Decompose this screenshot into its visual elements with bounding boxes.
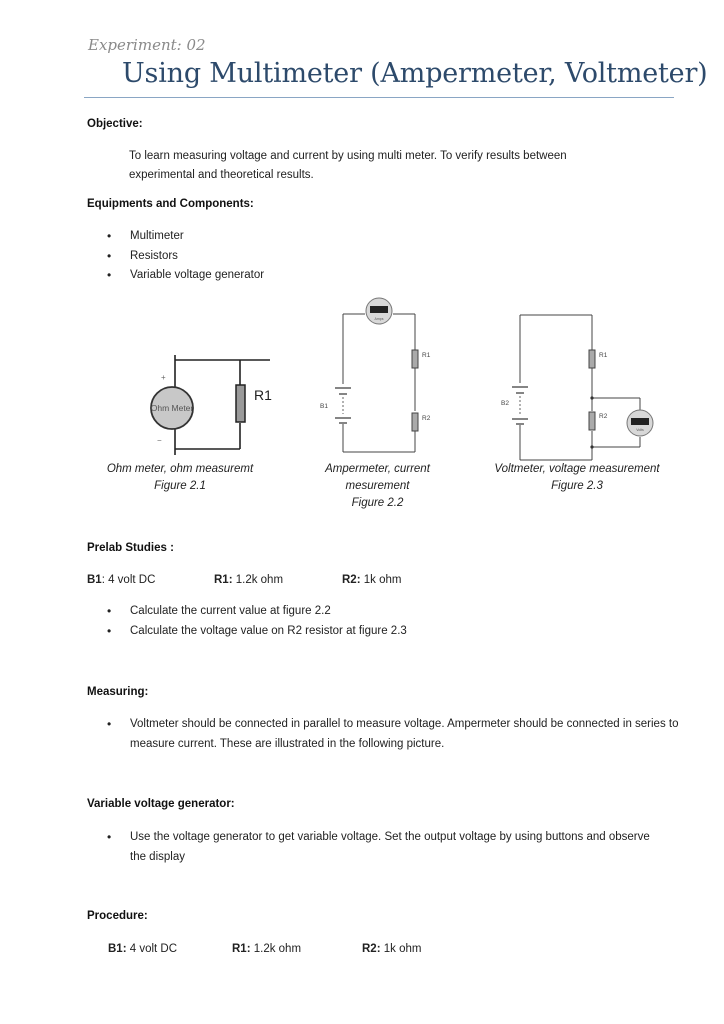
- list-item: • Variable voltage generator: [88, 266, 648, 286]
- prelab-r1-value: [214, 571, 283, 590]
- value-text: : 4 volt DC: [101, 574, 156, 586]
- voltmeter-icon: [627, 410, 653, 436]
- figure-2-3-diagram: [495, 305, 665, 465]
- value-text: 1k ohm: [380, 943, 422, 955]
- resistor-r2-icon: [412, 413, 418, 431]
- value-key: B1: [87, 574, 102, 586]
- voltmeter-label: Volts: [636, 428, 644, 432]
- figure-2-1-diagram: [140, 355, 275, 455]
- resistor-label: R1: [254, 387, 272, 403]
- ohm-meter-label: Ohm Meter: [150, 403, 194, 413]
- figure-2-2-caption: [305, 461, 450, 512]
- minus-sign: −: [157, 436, 162, 445]
- resistor-r1-icon: [412, 350, 418, 368]
- caption-figure-number: Figure 2.2: [351, 497, 404, 509]
- junction-dot: [590, 445, 593, 448]
- experiment-label: Experiment: 02: [88, 36, 206, 54]
- r2-label: R2: [422, 415, 431, 422]
- value-text: 1.2k ohm: [250, 943, 302, 955]
- value-text: 1k ohm: [360, 574, 402, 586]
- value-key: R2:: [342, 574, 361, 586]
- equipment-list: [88, 227, 648, 286]
- resistor-r1-icon: [589, 350, 595, 368]
- caption-text: mesurement: [345, 480, 410, 492]
- caption-figure-number: Figure 2.3: [551, 480, 603, 492]
- procedure-r1-value: [232, 940, 301, 959]
- list-item: • Use the voltage generator to get variable voltage. Set the output voltage by using buttons and observe the display: [88, 828, 663, 867]
- procedure-b1-value: [108, 940, 177, 959]
- caption-figure-number: Figure 2.1: [154, 480, 206, 492]
- title-divider: [84, 97, 674, 98]
- plus-sign: +: [161, 373, 166, 382]
- objective-text: To learn measuring voltage and current by using multi meter. To verify results between experimental and theoretical results.: [129, 150, 567, 181]
- measuring-list: [88, 715, 683, 754]
- battery-icon: [512, 387, 528, 424]
- figure-2-2-diagram: [315, 296, 440, 456]
- resistor-icon: [236, 385, 245, 422]
- r2-label: R2: [599, 413, 608, 420]
- value-key: R1:: [232, 943, 251, 955]
- prelab-b1-value: [87, 571, 155, 590]
- figure-2-3-caption: [478, 461, 676, 495]
- value-text: 4 volt DC: [126, 943, 178, 955]
- measuring-heading: Measuring:: [87, 686, 149, 698]
- ammeter-label: Amps: [374, 317, 384, 321]
- prelab-r2-value: [342, 571, 401, 590]
- caption-text: Ohm meter, ohm measuremt: [106, 463, 254, 475]
- procedure-r2-value: [362, 940, 421, 959]
- caption-text: Ampermeter, current: [325, 463, 430, 475]
- value-key: B1:: [108, 943, 127, 955]
- list-item: • Resistors: [88, 247, 648, 267]
- equipment-heading: Equipments and Components:: [87, 198, 254, 210]
- battery-label: B1: [320, 403, 328, 410]
- generator-list: [88, 828, 663, 867]
- battery-icon: [335, 388, 351, 423]
- objective-heading: Objective:: [87, 118, 143, 130]
- battery-label: B2: [501, 400, 509, 407]
- resistor-r2-icon: [589, 412, 595, 430]
- generator-heading: Variable voltage generator:: [87, 798, 235, 810]
- junction-dot: [590, 396, 593, 399]
- r1-label: R1: [422, 352, 431, 359]
- list-item: • Calculate the voltage value on R2 resistor at figure 2.3: [88, 622, 648, 642]
- value-key: R2:: [362, 943, 381, 955]
- list-item: • Calculate the current value at figure 2.2: [88, 602, 648, 622]
- list-item: • Voltmeter should be connected in parallel to measure voltage. Ampermeter should be connected in series to measure current. These are illustrated in the following picture.: [88, 715, 683, 754]
- caption-text: Voltmeter, voltage measurement: [494, 463, 660, 475]
- value-key: R1:: [214, 574, 233, 586]
- r1-label: R1: [599, 352, 608, 359]
- prelab-heading: Prelab Studies :: [87, 542, 174, 554]
- page-title: Using Multimeter (Ampermeter, Voltmeter): [122, 58, 708, 89]
- prelab-list: [88, 602, 648, 641]
- list-item: • Multimeter: [88, 227, 648, 247]
- figure-2-1-caption: [90, 461, 270, 495]
- value-text: 1.2k ohm: [232, 574, 284, 586]
- procedure-heading: Procedure:: [87, 910, 148, 922]
